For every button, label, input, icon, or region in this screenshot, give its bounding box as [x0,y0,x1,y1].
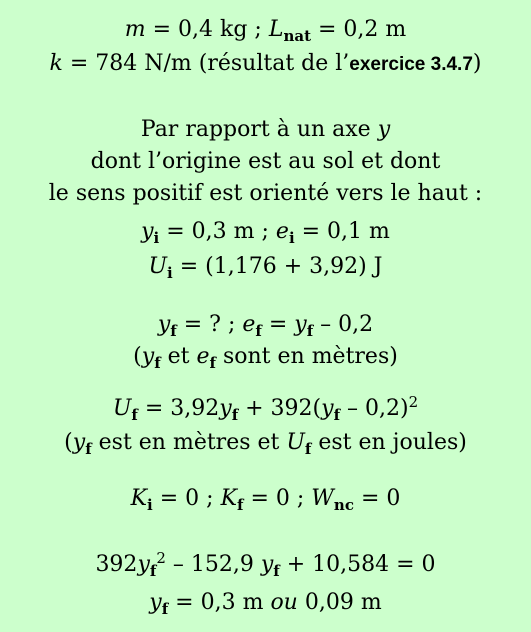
given-spring-constant: k = 784 N/m (résultat de l’exercice 3.4.7) [49,51,482,76]
axis-intro-line2: dont l’origine est au sol et dont [90,149,441,174]
exercise-reference: exercice 3.4.7 [349,54,473,75]
var-L: L [268,17,284,42]
var-m: m [124,17,146,42]
axis-intro-line1: Par rapport à un axe y [140,117,391,142]
final-energy-equation: $U_f = 3,92y_f + 392(y_f - 0,2)^2$ [112,393,419,424]
solutions: $y_f = 0,3$ m ou 0,09 m [149,590,382,618]
axis-intro-line3: le sens positif est orienté vers le haut : [48,181,483,206]
units-note-1: ($y_f$ et $e_f$ sont en mètres) [133,344,398,372]
initial-energy: $U_i = (1,176 + 3,92)$ J [148,254,383,282]
given-mass-length: m = 0,4 kg ; $L_{nat} = 0,2$ m [124,17,407,45]
var-k: k [49,51,63,76]
final-position-unknown: $y_f$ = ? ; $e_f = y_f - 0,2$ [157,312,374,340]
quadratic-equation: $392y_f^2 - 152,9$ $y_f + 10,584 = 0$ [95,549,436,580]
initial-positions: $y_i = 0,3$ m ; $e_i = 0,1$ m [141,219,390,247]
units-note-2: ($y_f$ est en mètres et $U_f$ est en joules) [64,430,467,458]
kinetic-work-values: $K_i = 0$ ; $K_f = 0$ ; $W_{nc} = 0$ [130,486,401,514]
